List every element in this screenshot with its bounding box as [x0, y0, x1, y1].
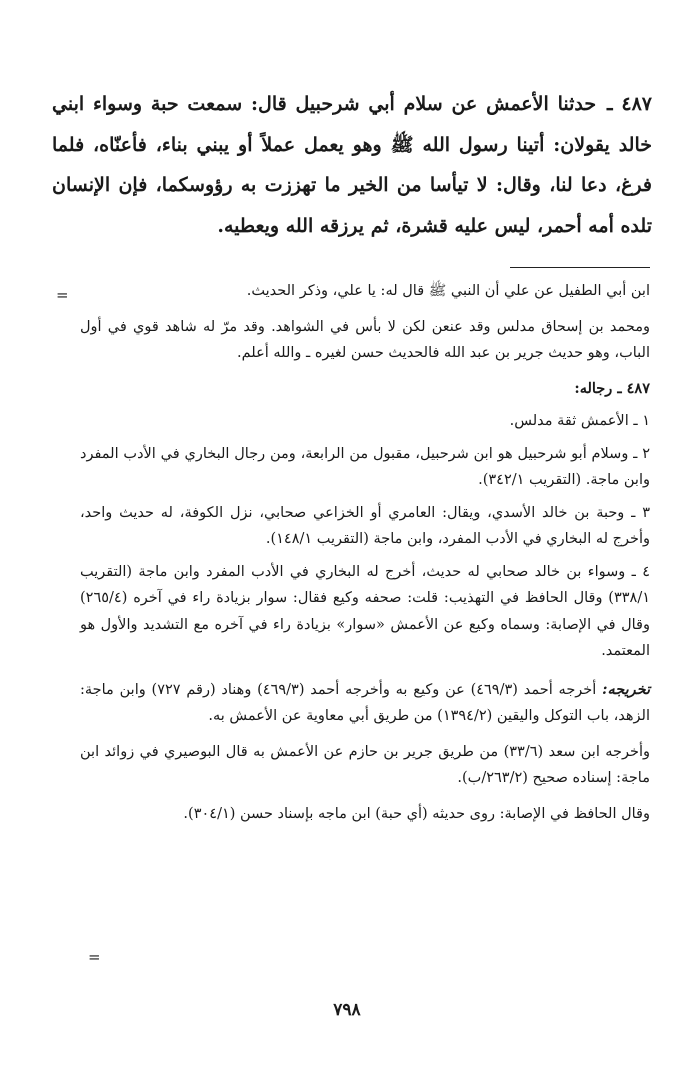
rijal-item-2: ٢ ـ وسلام أبو شرحبيل هو ابن شرحبيل، مقبول من الرابعة، ومن رجال البخاري في الأدب المفرد وابن ماجة. (التقريب ٣٤٢/١).: [80, 445, 650, 488]
hadith-number: ٤٨٧ ـ: [606, 93, 652, 115]
hadith-text-block: [52, 84, 652, 246]
takhrij-text-1: أخرجه أحمد (٤٦٩/٣) عن وكيع به وأخرجه أحمد (٤٦٩/٣) وهناد (رقم ٧٢٧) وابن ماجة: الزهد، باب التوكل واليقين (١٣٩٤/٢) من طريق أبي معاوية عن الأعمش به.: [80, 681, 650, 724]
hadith-body: حدثنا الأعمش عن سلام أبي شرحبيل قال: سمعت حبة وسواء ابني خالد يقولان: أتينا رسول الله ﷺ وهو يعمل عملاً أو يبني بناء، فأعنّاه، فلما فرغ، دعا لنا، وقال: لا تيأسا من الخير ما تهززت به رؤوسكما، فإن الإنسان تلده أمه أحمر، ليس عليه قشرة، ثم يرزقه الله ويعطيه.: [52, 93, 652, 237]
rijal-item-3: ٣ ـ وحبة بن خالد الأسدي، ويقال: العامري أو الخزاعي صحابي، نزل الكوفة، له حديث واحد، وأخرج له البخاري في الأدب المفرد، وابن ماجة (التقريب ١٤٨/١).: [80, 504, 650, 547]
continuation-mark-bottom: =: [88, 948, 101, 966]
footnotes: [56, 278, 651, 836]
footnote-separator: [510, 267, 650, 268]
rijal-heading: ٤٨٧ ـ رجاله:: [574, 379, 650, 397]
note-paragraph-1: ابن أبي الطفيل عن علي أن النبي ﷺ قال له: يا علي، وذكر الحديث.: [246, 283, 650, 299]
note-paragraph-2: ومحمد بن إسحاق مدلس وقد عنعن لكن لا بأس في الشواهد. وقد مرّ له شاهد قوي في أول الباب، وهو حديث جرير بن عبد الله فالحديث حسن لغيره ـ والله أعلم.: [80, 318, 650, 361]
rijal-item-4: ٤ ـ وسواء بن خالد صحابي له حديث، أخرج له البخاري في الأدب المفرد وابن ماجة (التقريب ٣٣٨/١) وقال الحافظ في التهذيب: قلت: صحفه وكيع فقال: سوار بزيادة راء في آخره (٢٦٥/٤) وقال في الإصابة: وسماه وكيع عن الأعمش «سوار» بزيادة راء في آخره مع التشديد والأول هو المعتمد.: [80, 563, 650, 659]
takhrij-paragraph-1: [80, 677, 650, 730]
takhrij-paragraph-3: وقال الحافظ في الإصابة: روى حديثه (أي حبة) ابن ماجه بإسناد حسن (٣٠٤/١).: [183, 805, 650, 822]
continuation-mark-top: =: [56, 286, 69, 304]
rijal-item-1: ١ ـ الأعمش ثقة مدلس.: [509, 413, 650, 429]
takhrij-paragraph-2: وأخرجه ابن سعد (٣٣/٦) من طريق جرير بن حازم عن الأعمش به قال البوصيري في زوائد ابن ماجة: إسناده صحيح (٢٦٣/٢/ب).: [80, 743, 650, 786]
takhrij-label: تخريجه:: [602, 680, 651, 698]
page-number: ٧٩٨: [333, 1000, 361, 1020]
